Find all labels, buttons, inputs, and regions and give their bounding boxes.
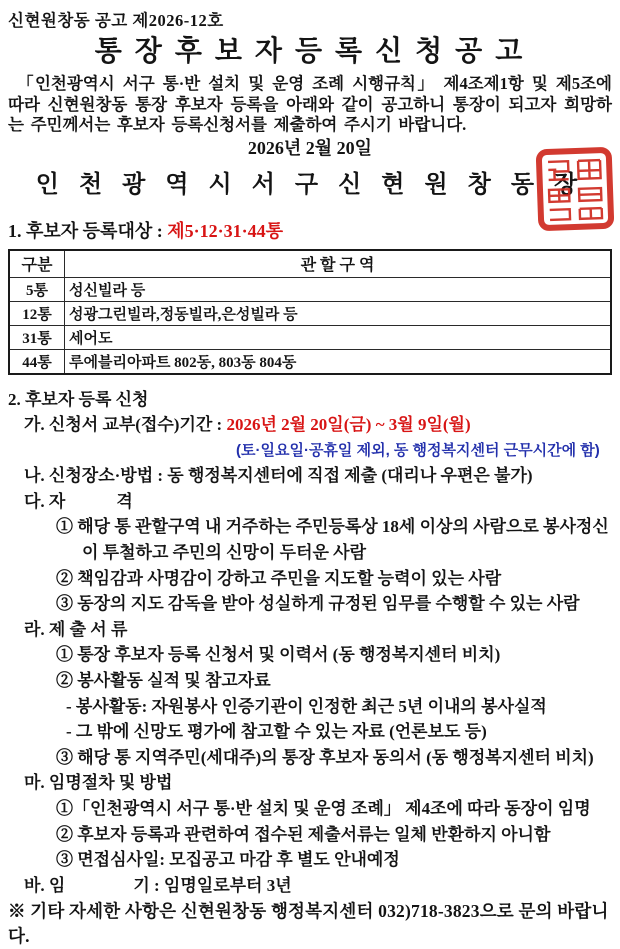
application-period-label: 가. 신청서 교부(접수)기간 : [24, 415, 227, 435]
cell-area: 성신빌라 등 [65, 277, 612, 301]
documents-item: ③ 해당 통 지역주민(세대주)의 통장 후보자 동의서 (동 행정복지센터 비치) [56, 747, 594, 767]
registration-section [8, 387, 612, 899]
cell-tong: 5통 [9, 277, 65, 301]
cell-area: 세어도 [65, 325, 612, 349]
page-title: 통 장 후 보 자 등 록 신 청 공 고 [94, 36, 526, 67]
cell-tong: 12통 [9, 301, 65, 325]
intro-paragraph: 「인천광역시 서구 통·반 설치 및 운영 조례 시행규칙」 제4조제1항 및 제5조에 따라 신현원창동 통장 후보자 등록을 아래와 같이 공고하니 통장이 되고자 희망하는 주민께서는 후보자 등록신청서를 제출하여 주시기 바랍니다. [8, 74, 612, 134]
term-line: 바. 임 기 : 임명일로부터 3년 [24, 875, 292, 895]
appointment-item: ③ 면접심사일: 모집공고 마감 후 별도 안내예정 [56, 850, 400, 870]
cell-area: 성광그린빌라,정동빌라,은성빌라 등 [65, 301, 612, 325]
table-row [9, 325, 611, 349]
documents-item: ① 통장 후보자 등록 신청서 및 이력서 (동 행정복지센터 비치) [56, 645, 501, 665]
table-row [9, 277, 611, 301]
appointment-item: ② 후보자 등록과 관련하여 접수된 제출서류는 일체 반환하지 아니함 [56, 824, 551, 844]
registration-target-value: 제5·12·31·44통 [167, 220, 284, 241]
documents-item: ② 봉사활동 실적 및 참고자료 [56, 671, 271, 691]
issuer-row [8, 167, 612, 209]
registration-target-label: 1. 후보자 등록대상 : [8, 220, 168, 241]
appointment-heading: 마. 임명절차 및 방법 [24, 773, 173, 793]
section2-heading: 2. 후보자 등록 신청 [8, 389, 149, 409]
table-row [9, 349, 611, 374]
jurisdiction-table [8, 249, 612, 375]
documents-sub-item: - 그 밖에 신망도 평가에 참고할 수 있는 자료 (언론보도 등) [66, 722, 487, 742]
application-period-value: 2026년 2월 20일(금) ~ 3월 9일(월) [226, 415, 471, 435]
qualification-heading: 다. 자 격 [24, 491, 133, 511]
application-period-line [8, 412, 612, 438]
registration-target-line [8, 219, 612, 243]
table-header-row [9, 250, 611, 278]
issue-date: 2026년 2월 20일 [247, 137, 373, 158]
application-period-note: (토·일요일·공휴일 제외, 동 행정복지센터 근무시간에 함) [236, 441, 600, 459]
contact-footer: ※ 기타 자세한 사항은 신현원창동 행정복지센터 032)718-3823으로 문의 바랍니다. [8, 901, 609, 947]
documents-sub-item: - 봉사활동: 자원봉사 인증기관이 인정한 최근 5년 이내의 봉사실적 [66, 696, 547, 716]
col-header-area: 관 할 구 역 [65, 250, 612, 278]
cell-tong: 31통 [9, 325, 65, 349]
appointment-item: ①「인천광역시 서구 통·반 설치 및 운영 조례」 제4조에 따라 동장이 임명 [56, 799, 591, 818]
qualification-item: ② 책임감과 사명감이 강하고 주민을 지도할 능력이 있는 사람 [56, 568, 502, 588]
cell-tong: 44통 [9, 349, 65, 374]
notice-number: 신현원창동 공고 제2026-12호 [8, 11, 224, 30]
place-method-line: 나. 신청장소·방법 : 동 행정복지센터에 직접 제출 (대리나 우편은 불가) [24, 466, 533, 486]
qualification-item: ① 해당 통 관할구역 내 거주하는 주민등록상 18세 이상의 사람으로 봉사정신이 투철하고 주민의 신망이 두터운 사람 [56, 517, 609, 563]
issuer-name: 인 천 광 역 시 서 구 신 현 원 창 동 장 [35, 171, 585, 198]
qualification-item: ③ 동장의 지도 감독을 받아 성실하게 규정된 임무를 수행할 수 있는 사람 [56, 594, 580, 614]
col-header-category: 구분 [9, 250, 65, 278]
table-row [9, 301, 611, 325]
cell-area: 루에블리아파트 802동, 803동 804동 [65, 349, 612, 374]
documents-heading: 라. 제 출 서 류 [24, 619, 128, 639]
